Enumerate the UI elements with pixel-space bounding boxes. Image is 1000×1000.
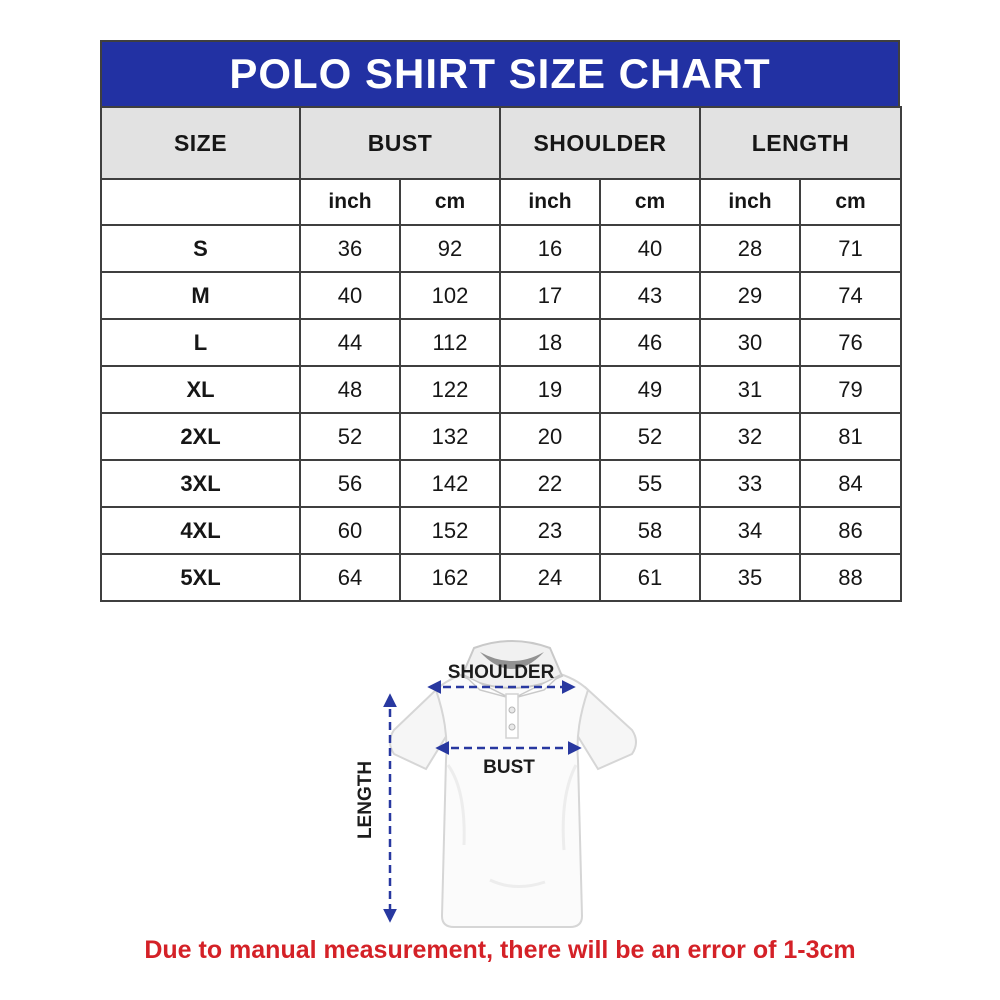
measurement-cell: 76 xyxy=(800,319,901,366)
measurement-cell: 34 xyxy=(700,507,800,554)
size-label: M xyxy=(101,272,300,319)
column-header-size: SIZE xyxy=(101,107,300,179)
size-chart-block xyxy=(100,40,900,602)
measurement-cell: 40 xyxy=(600,225,700,272)
table-group-header-row xyxy=(101,107,901,179)
measurement-cell: 122 xyxy=(400,366,500,413)
measurement-cell: 35 xyxy=(700,554,800,601)
polo-shirt-diagram xyxy=(340,630,700,950)
table-row xyxy=(101,413,901,460)
measurement-cell: 28 xyxy=(700,225,800,272)
bust-measure-label: BUST xyxy=(483,757,535,778)
measurement-cell: 43 xyxy=(600,272,700,319)
unit-header: cm xyxy=(800,179,901,225)
length-measure-label: LENGTH xyxy=(355,760,376,840)
unit-header: cm xyxy=(600,179,700,225)
column-header-length: LENGTH xyxy=(700,107,901,179)
table-row xyxy=(101,554,901,601)
table-row xyxy=(101,319,901,366)
measurement-cell: 102 xyxy=(400,272,500,319)
table-units-row xyxy=(101,179,901,225)
size-table xyxy=(100,106,902,602)
table-row xyxy=(101,366,901,413)
measurement-cell: 46 xyxy=(600,319,700,366)
size-label: 5XL xyxy=(101,554,300,601)
measurement-cell: 92 xyxy=(400,225,500,272)
measurement-cell: 84 xyxy=(800,460,901,507)
measurement-cell: 142 xyxy=(400,460,500,507)
unit-header: inch xyxy=(300,179,400,225)
measurement-cell: 64 xyxy=(300,554,400,601)
measurement-cell: 29 xyxy=(700,272,800,319)
measurement-cell: 32 xyxy=(700,413,800,460)
measurement-cell: 56 xyxy=(300,460,400,507)
measurement-cell: 36 xyxy=(300,225,400,272)
unit-header: inch xyxy=(500,179,600,225)
measurement-cell: 17 xyxy=(500,272,600,319)
measurement-cell: 112 xyxy=(400,319,500,366)
measurement-cell: 44 xyxy=(300,319,400,366)
measurement-cell: 30 xyxy=(700,319,800,366)
measurement-cell: 48 xyxy=(300,366,400,413)
measurement-error-note: Due to manual measurement, there will be an error of 1-3cm xyxy=(144,936,856,964)
measurement-cell: 86 xyxy=(800,507,901,554)
unit-header: cm xyxy=(400,179,500,225)
shoulder-measure-label: SHOULDER xyxy=(447,662,555,683)
measurement-cell: 40 xyxy=(300,272,400,319)
measurement-cell: 18 xyxy=(500,319,600,366)
measurement-cell: 52 xyxy=(600,413,700,460)
size-label: 2XL xyxy=(101,413,300,460)
size-label: S xyxy=(101,225,300,272)
measurement-cell: 16 xyxy=(500,225,600,272)
measurement-cell: 52 xyxy=(300,413,400,460)
size-label: XL xyxy=(101,366,300,413)
column-header-bust: BUST xyxy=(300,107,500,179)
measurement-cell: 33 xyxy=(700,460,800,507)
size-label: 3XL xyxy=(101,460,300,507)
measurement-cell: 58 xyxy=(600,507,700,554)
unit-header: inch xyxy=(700,179,800,225)
measurement-cell: 71 xyxy=(800,225,901,272)
measurement-cell: 23 xyxy=(500,507,600,554)
measurement-cell: 24 xyxy=(500,554,600,601)
measurement-cell: 74 xyxy=(800,272,901,319)
measurement-cell: 132 xyxy=(400,413,500,460)
measurement-cell: 19 xyxy=(500,366,600,413)
measurement-cell: 152 xyxy=(400,507,500,554)
measurement-cell: 162 xyxy=(400,554,500,601)
table-row xyxy=(101,507,901,554)
measurement-cell: 60 xyxy=(300,507,400,554)
measurement-cell: 31 xyxy=(700,366,800,413)
measurement-cell: 49 xyxy=(600,366,700,413)
measurement-cell: 22 xyxy=(500,460,600,507)
size-label: 4XL xyxy=(101,507,300,554)
table-row xyxy=(101,272,901,319)
measurement-cell: 79 xyxy=(800,366,901,413)
measurement-cell: 20 xyxy=(500,413,600,460)
measurement-cell: 81 xyxy=(800,413,901,460)
measurement-cell: 61 xyxy=(600,554,700,601)
table-row xyxy=(101,460,901,507)
size-label: L xyxy=(101,319,300,366)
table-row xyxy=(101,225,901,272)
measurement-cell: 88 xyxy=(800,554,901,601)
units-empty-cell xyxy=(101,179,300,225)
measurement-cell: 55 xyxy=(600,460,700,507)
column-header-shoulder: SHOULDER xyxy=(500,107,700,179)
chart-title: POLO SHIRT SIZE CHART xyxy=(100,40,900,106)
